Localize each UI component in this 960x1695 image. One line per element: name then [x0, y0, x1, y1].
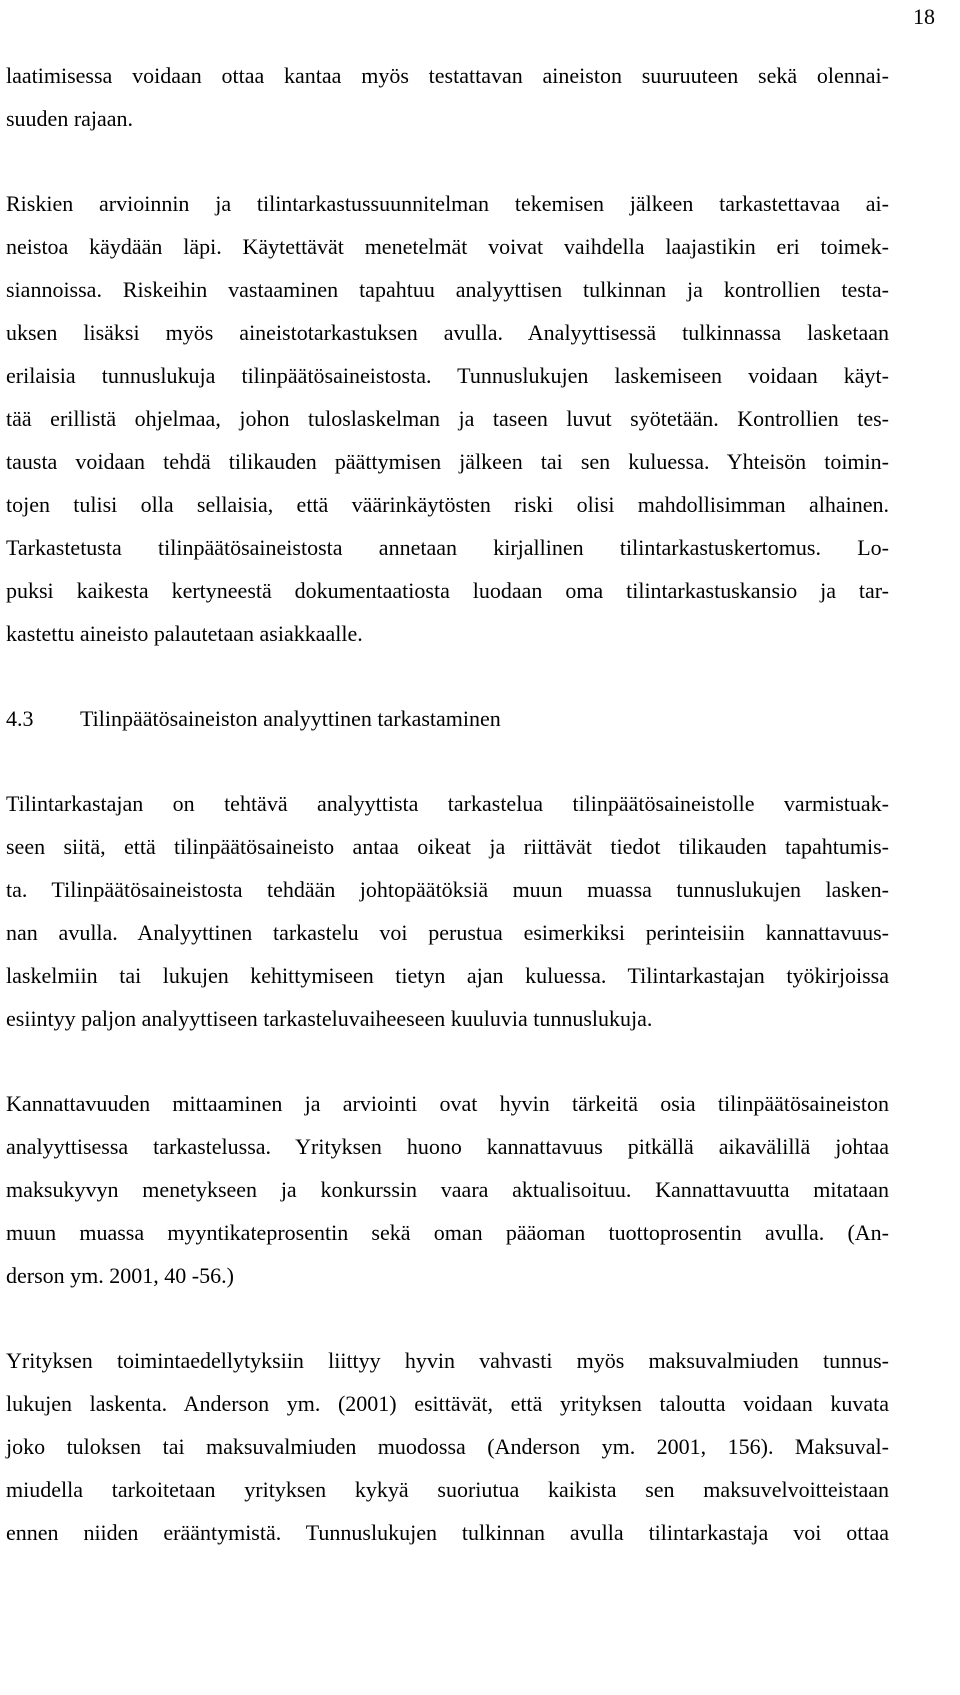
text-line: tää erillistä ohjelmaa, johon tuloslaskelman ja taseen luvut syötetään. Kontrollien tes- — [6, 406, 889, 431]
text-line: seen siitä, että tilinpäätösaineisto antaa oikeat ja riittävät tiedot tilikauden tapahtumis- — [6, 834, 889, 859]
text-line: suuden rajaan. — [6, 106, 134, 131]
text-line: derson ym. 2001, 40 -56.) — [6, 1263, 234, 1288]
text-line: puksi kaikesta kertyneestä dokumentaatiosta luodaan oma tilintarkastuskansio ja tar- — [6, 578, 889, 603]
text-line: siannoissa. Riskeihin vastaaminen tapahtuu analyyttisen tulkinnan ja kontrollien testa- — [6, 277, 889, 302]
text-line: muun muassa myyntikateprosentin sekä oman pääoman tuottoprosentin avulla. (An- — [6, 1220, 889, 1245]
text-line: uksen lisäksi myös aineistotarkastuksen avulla. Analyyttisessä tulkinnassa lasketaan — [6, 320, 889, 345]
paragraph-3 — [6, 782, 889, 1040]
text-line: analyyttisessa tarkastelussa. Yrityksen huono kannattavuus pitkällä aikavälillä johtaa — [6, 1134, 889, 1159]
section-heading — [6, 697, 889, 740]
paragraph-gap — [6, 140, 889, 182]
paragraph-gap — [6, 1297, 889, 1339]
text-line: kastettu aineisto palautetaan asiakkaalle. — [6, 621, 363, 646]
text-line: Riskien arvioinnin ja tilintarkastussuunnitelman tekemisen jälkeen tarkastettavaa ai- — [6, 191, 889, 216]
text-line: tojen tulisi olla sellaisia, että väärinkäytösten riski olisi mahdollisimman alhainen. — [6, 492, 889, 517]
text-line: maksukyvyn menetykseen ja konkurssin vaara aktualisoituu. Kannattavuutta mitataan — [6, 1177, 889, 1202]
section-number: 4.3 — [6, 706, 34, 731]
text-line: Yrityksen toimintaedellytyksiin liittyy hyvin vahvasti myös maksuvalmiuden tunnus- — [6, 1348, 889, 1373]
paragraph-2 — [6, 182, 889, 655]
text-line: ta. Tilinpäätösaineistosta tehdään johtopäätöksiä muun muassa tunnuslukujen lasken- — [6, 877, 889, 902]
text-line: esiintyy paljon analyyttiseen tarkasteluvaiheeseen kuuluvia tunnuslukuja. — [6, 1006, 653, 1031]
paragraph-4 — [6, 1082, 889, 1297]
text-line: Tarkastetusta tilinpäätösaineistosta annetaan kirjallinen tilintarkastuskertomus. Lo- — [6, 535, 889, 560]
section-title: Tilinpäätösaineiston analyyttinen tarkastaminen — [80, 706, 501, 731]
text-line: miudella tarkoitetaan yrityksen kykyä suoriutua kaikista sen maksuvelvoitteistaan — [6, 1477, 889, 1502]
paragraph-gap — [6, 740, 889, 782]
text-line: erilaisia tunnuslukuja tilinpäätösaineistosta. Tunnuslukujen laskemiseen voidaan käyt- — [6, 363, 889, 388]
text-line: tausta voidaan tehdä tilikauden päättymisen jälkeen tai sen kuluessa. Yhteisön toimin- — [6, 449, 889, 474]
text-line: nan avulla. Analyyttinen tarkastelu voi perustua esimerkiksi perinteisiin kannattavuus- — [6, 920, 889, 945]
text-line: ennen niiden erääntymistä. Tunnuslukujen tulkinnan avulla tilintarkastaja voi ottaa — [6, 1520, 889, 1545]
text-line: neistoa käydään läpi. Käytettävät menetelmät voivat vaihdella laajastikin eri toimek- — [6, 234, 889, 259]
paragraph-1 — [6, 54, 889, 140]
text-line: laskelmiin tai lukujen kehittymiseen tietyn ajan kuluessa. Tilintarkastajan työkirjoissa — [6, 963, 889, 988]
paragraph-gap — [6, 1040, 889, 1082]
text-line: lukujen laskenta. Anderson ym. (2001) esittävät, että yrityksen taloutta voidaan kuvata — [6, 1391, 889, 1416]
page-number: 18 — [913, 4, 935, 29]
paragraph-5 — [6, 1339, 889, 1554]
text-line: laatimisessa voidaan ottaa kantaa myös testattavan aineiston suuruuteen sekä olennai- — [6, 63, 889, 88]
page-content — [6, 54, 889, 1554]
text-line: Kannattavuuden mittaaminen ja arviointi ovat hyvin tärkeitä osia tilinpäätösaineiston — [6, 1091, 889, 1116]
text-line: joko tuloksen tai maksuvalmiuden muodossa (Anderson ym. 2001, 156). Maksuval- — [6, 1434, 889, 1459]
text-line: Tilintarkastajan on tehtävä analyyttista tarkastelua tilinpäätösaineistolle varmistuak- — [6, 791, 889, 816]
paragraph-gap — [6, 655, 889, 697]
